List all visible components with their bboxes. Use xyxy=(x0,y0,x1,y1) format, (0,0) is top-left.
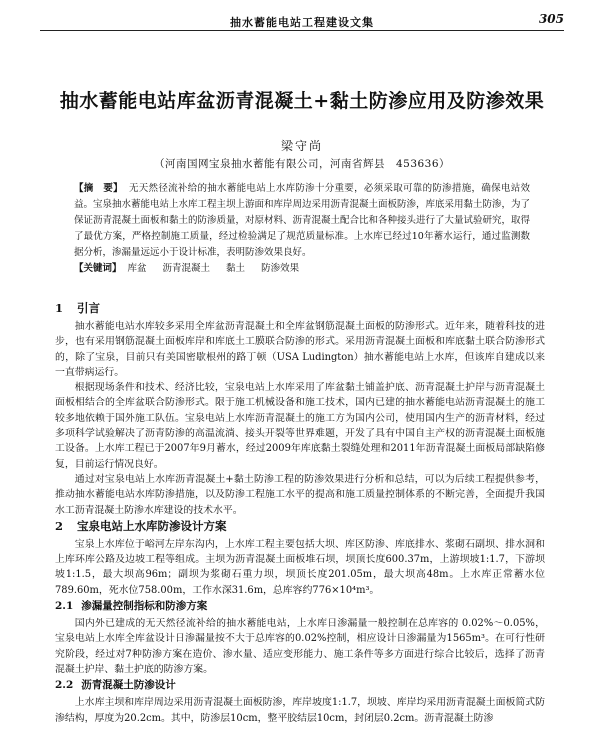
section-heading-design xyxy=(55,518,227,534)
section-title: 沥青混凝土防渗设计 xyxy=(81,679,176,692)
paragraph: 上水库主坝和库岸周边采用沥青混凝土面板防渗，库岸坡度1:1.7，坝坡、库岸均采用沥青混凝土面板简式防渗结构，厚度为20.2cm。其中，防渗层10cm，整平胶结层10cm，封闭层0.2cm。沥青混凝土防渗 xyxy=(55,697,545,724)
section-title: 渗漏量控制指标和防渗方案 xyxy=(81,600,208,613)
keywords-label: 【关键词】 xyxy=(74,263,122,274)
subsection-heading-asphalt-design xyxy=(55,677,176,692)
paragraph: 宝泉上水库位于峪河左岸东沟内，上水库工程主要包括大坝、库区防渗、库底排水、浆砌石副坝、排水洞和上库环库公路及边坡工程等组成。主坝为沥青混凝土面板堆石坝，坝顶长度600.37m，上游坝坡1:1.7，下游坝坡1:1.5，最大坝高96m；副坝为浆砌石重力坝，坝顶长度201.05m，最大坝高48m。上水库正常蓄水位789.60m，死水位758.00m，工作水深31.6m，总库容约776×10⁴m³。 xyxy=(55,538,545,596)
paragraph: 通过对宝泉电站上水库沥青混凝土+黏土防渗工程的防渗效果进行分析和总结，可以为后续工程提供参考，推动抽水蓄能电站水库防渗措施，以及防渗工程施工水平的提高和施工质量控制体系的不断完善，全面提升我国水工沥青混凝土防渗水库建设的技术水平。 xyxy=(55,473,545,516)
abstract-text: 无天然径流补给的抽水蓄能电站上水库防渗十分重要，必须采取可靠的防渗措施，确保电站效益。宝泉抽水蓄能电站上水库工程主坝上游面和库岸周边采用沥青混凝土面板防渗，库底采用黏土防渗，为了保证沥青混凝土面板和黏土的防渗质量，对原材料、沥青混凝土配合比和各种接头进行了大量试验研究，取得了最优方案，严格控制施工质量，经过检验满足了规范质量标准。上水库已经过10年蓄水运行，通过监测数据分析，渗漏量远远小于设计标准，表明防渗效果良好。 xyxy=(74,183,531,258)
section-title: 宝泉电站上水库防渗设计方案 xyxy=(77,518,227,533)
section-heading-introduction xyxy=(55,300,100,316)
paragraph: 抽水蓄能电站水库较多采用全库盆沥青混凝土和全库盆钢筋混凝土面板的防渗形式。近年来，随着科技的进步，也有采用钢筋混凝土面板库岸和库底土工膜联合防渗的形式。采用沥青混凝土面板和库底黏土联合防渗形式的，除了宝泉，目前只有美国密歇根州的路丁顿（USA Ludington）抽水蓄能电站上水库，但该库自建成以来一直带病运行。 xyxy=(55,321,545,378)
author-name: 梁守尚 xyxy=(280,139,323,153)
section-number: 2.2 xyxy=(55,679,74,692)
author-affiliation: （河南国网宝泉抽水蓄能有限公司，河南省辉县 453636） xyxy=(153,158,451,170)
subsection-heading-seepage-control xyxy=(55,598,207,613)
article-title: 抽水蓄能电站库盆沥青混凝土+黏土防渗应用及防渗效果 xyxy=(59,90,545,112)
keywords xyxy=(74,261,530,277)
paragraph: 国内外已建成的无天然径流补给的抽水蓄能电站，上水库日渗漏量一般控制在总库容的 0.02%～0.05%，宝泉电站上水库全库盆设计日渗漏量按不大于总库容的0.02%控制，相应设计日渗漏量为1565m³。在可行性研究阶段，经过对7种防渗方案在造价、渗水量、适应变形能力、施工条件等多方面进行综合比较后，选择了沥青混凝土护岸、黏土护底的防渗方案。 xyxy=(55,618,545,675)
section-number: 2.1 xyxy=(55,600,74,613)
journal-title: 抽水蓄能电站工程建设文集 xyxy=(230,16,374,29)
keyword: 黏土 xyxy=(226,263,246,274)
section-number: 1 xyxy=(55,301,64,315)
page-number: 305 xyxy=(538,12,564,26)
keyword: 沥青混凝土 xyxy=(162,263,211,274)
section-title: 引言 xyxy=(77,301,101,315)
keyword: 防渗效果 xyxy=(261,263,300,274)
section-number: 2 xyxy=(55,518,64,533)
abstract-label: 【摘 要】 xyxy=(74,183,123,194)
running-header xyxy=(40,14,564,31)
keyword: 库盆 xyxy=(127,263,147,274)
paragraph: 根据现场条件和技术、经济比较，宝泉电站上水库采用了库盆黏土铺盖护底、沥青混凝土护岸与沥青混凝土面板相结合的全库盆联合防渗形式。限于施工机械设备和施工技术，国内已建的抽水蓄能电站沥青混凝土的施工较多地依赖于国外施工队伍。宝泉电站上水库沥青混凝土的施工方为国内公司，使用国内生产的沥青材料，经过多项科学试验解决了沥青防渗的高温流淌、接头开裂等世界难题，开发了具有中国自主产权的沥青混凝土面板施工设备。上水库工程已于2007年9月蓄水，经过2009年库底黏土裂缝处理和2011年沥青混凝土面板局部缺陷修复，目前运行情况良好。 xyxy=(55,382,545,470)
abstract xyxy=(74,181,530,261)
